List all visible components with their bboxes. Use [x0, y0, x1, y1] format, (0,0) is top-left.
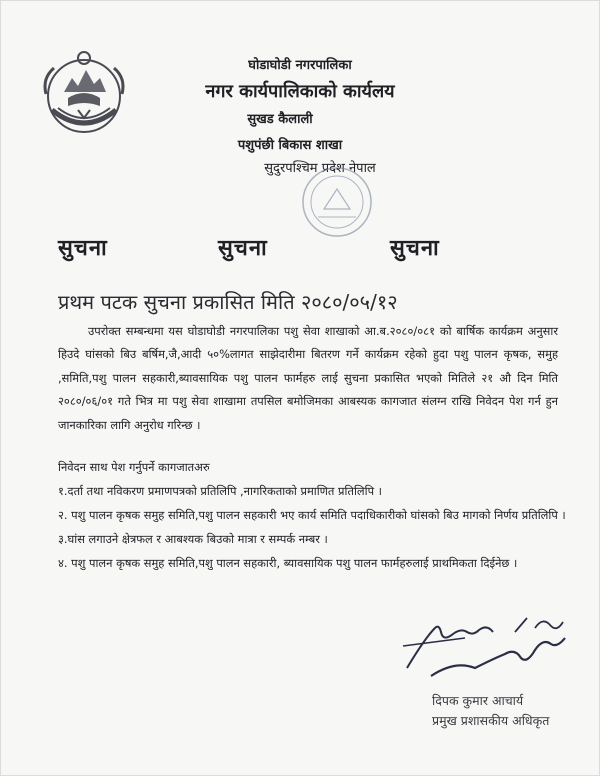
branch-name: पशुपंछी बिकास शाखा: [237, 138, 343, 153]
publication-date-line: प्रथम पटक सुचना प्रकासित मिति २०८०/०५/१२: [58, 290, 398, 314]
document-item-3: ३.घांस लगाउने क्षेत्रफल र आबश्यक बिउको मात्रा र सम्पर्क नम्बर ।: [58, 532, 328, 546]
province-name: सुदुरपश्चिम प्रदेश नेपाल: [264, 161, 376, 176]
document-item-1: १.दर्ता तथा नविकरण प्रमाणपत्रको प्रतिलिपि ,नागरिकताको प्रमाणित प्रतिलिपि ।: [58, 484, 382, 498]
signatory-name: दिपक कुमार आचार्य: [432, 693, 524, 708]
notice-word-right: सुचना: [390, 236, 440, 261]
notice-word-center: सुचना: [218, 236, 268, 261]
municipality-name: घोडाघोडी नगरपालिका: [248, 58, 352, 73]
signatory-title: प्रमुख प्रशासकीय अधिकृत: [432, 713, 550, 728]
documents-list: [58, 480, 568, 576]
notice-body-paragraph: उपरोक्त सम्बन्धमा यस घोडाघोडी नगरपालिका पशु सेवा शाखाको आ.ब.२०८०/०८१ को बार्षिक कार्यक्रम अनुसार हिउदे घांसको बिउ बर्षिम,जै,आदी ५०%लागत साझेदारीमा बितरण गर्ने कार्यक्रम रहेको हुदा पशु पालन कृषक, समुह ,समिति,पशु पालन सहकारी,ब्यावसायिक पशु पालन फार्महरु लाई सुचना प्रकासित भएको मितिले २१ औ दिन मिति २०८०/०६/०१ गते भित्र मा पशु सेवा शाखामा तपसिल बमोजिमका आबस्यक कागजात संलग्न राखि निवेदन पेश गर्न हुन जानकारिका लागि अनुरोध गरिन्छ ।: [58, 324, 558, 432]
notice-word-left: सुचना: [58, 236, 108, 261]
office-stamp-icon: [300, 165, 374, 239]
documents-heading: निवेदन साथ पेश गर्नुपर्ने कागजातअरु: [58, 460, 210, 474]
document-item-4: ४. पशु पालन कृषक समुह समिति,पशु पालन सहकारी, ब्यावसायिक पशु पालन फार्महरुलाई प्राथमिकता दिईनेछ ।: [58, 556, 518, 570]
handwritten-signature: [395, 598, 575, 688]
document-item-2: २. पशु पालन कृषक समुह समिति,पशु पालन सहकारी भए कार्य समिति पदाधिकारीको घांसको बिउ मागको निर्णय प्रतिलिपि ।: [58, 508, 566, 522]
office-name: नगर कार्यपालिकाको कार्यलय: [205, 81, 395, 102]
office-location: सुखड कैलाली: [247, 112, 313, 127]
